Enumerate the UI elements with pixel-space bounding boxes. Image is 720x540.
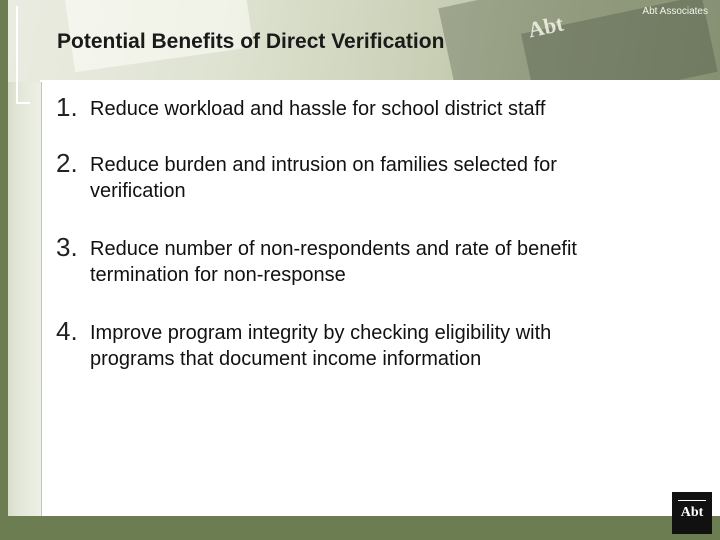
list-item [54,232,694,288]
slide-title: Potential Benefits of Direct Verification [57,30,445,53]
list-number: 3. [56,232,78,262]
header-bracket [16,6,30,104]
list-number: 2. [56,148,78,178]
benefits-list [54,92,694,372]
list-item-text: Reduce workload and hassle for school district staff [90,98,546,120]
list-item [54,148,694,204]
list-item-text: Reduce burden and intrusion on families selected for [90,154,557,176]
list-item-text: termination for non-response [90,264,346,286]
list-item-text: programs that document income information [90,348,482,370]
list-number: 4. [56,316,78,346]
list-item-text: Improve program integrity by checking eligibility with [90,322,552,344]
list-item-text: verification [90,180,186,202]
list-number: 1. [56,92,78,122]
logo-text: Abt [680,505,704,520]
header-divider [40,80,720,82]
footer-band [8,516,720,540]
list-item [54,316,694,372]
list-item-text: Reduce number of non-respondents and rate of benefit [90,238,577,260]
header-logo-watermark: Abt [525,10,566,43]
abt-logo [672,492,712,534]
header-corner-text: Abt Associates [642,6,708,17]
logo-rule [678,500,706,501]
list-item [54,92,694,122]
left-accent-band [0,0,8,540]
